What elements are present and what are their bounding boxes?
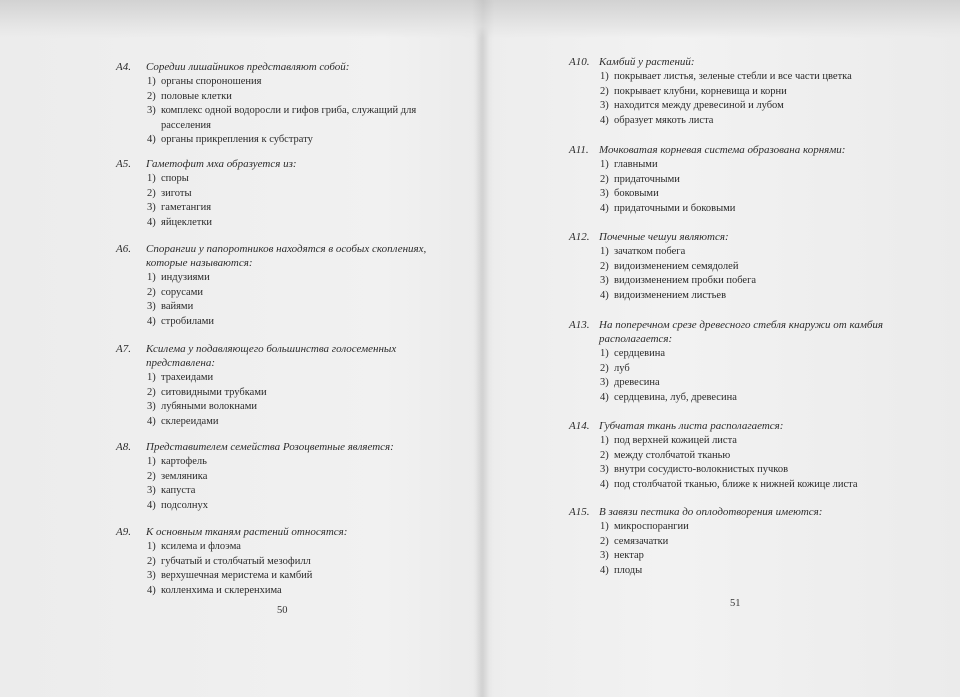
answer-option: 2) семязачатки — [600, 535, 669, 547]
question-a7 — [116, 342, 452, 429]
answer-options — [600, 347, 919, 405]
answer-option: 1) споры — [147, 173, 189, 184]
answer-option: 2) половые клетки — [147, 90, 232, 102]
answer-option: 4) плоды — [600, 564, 643, 576]
question-a12 — [569, 230, 919, 303]
answer-options — [147, 540, 452, 598]
answer-options — [600, 520, 919, 578]
question-a10 — [569, 55, 919, 128]
question-a8 — [116, 440, 452, 513]
answer-options — [147, 271, 452, 329]
answer-option: 1) ксилема и флоэма — [147, 541, 241, 552]
answer-options — [600, 434, 919, 492]
answer-option: 2) луб — [600, 362, 630, 374]
question-text: Губчатая ткань листа располагается: — [599, 420, 784, 432]
answer-options — [600, 158, 919, 216]
question-a4 — [116, 60, 452, 148]
answer-options — [147, 75, 452, 148]
question-number: A13. — [569, 319, 590, 331]
answer-option: 3) видоизменением пробки побега — [600, 275, 757, 287]
answer-options — [147, 455, 452, 513]
question-number: A7. — [116, 343, 131, 355]
answer-option: 2) покрывает клубни, корневища и корни — [600, 85, 787, 97]
answer-option: 3) боковыми — [600, 188, 659, 200]
answer-option: 4) колленхима и склеренхима — [147, 584, 282, 596]
answer-option: 2) земляника — [147, 470, 208, 482]
question-number: A9. — [116, 526, 131, 538]
question-text: Почечные чешуи являются: — [599, 231, 729, 243]
answer-option: 2) губчатый и столбчатый мезофилл — [147, 555, 311, 567]
answer-option: 3) лубяными волокнами — [147, 401, 257, 413]
question-a11 — [569, 143, 919, 216]
answer-option: 3) древесина — [600, 377, 660, 389]
answer-option: 4) органы прикрепления к субстрату — [147, 134, 313, 146]
answer-option: 2) между столбчатой тканью — [600, 449, 731, 461]
question-a5 — [116, 157, 452, 230]
answer-option: 3) верхушечная меристема и камбий — [147, 570, 313, 582]
answer-options — [600, 245, 919, 303]
answer-options — [600, 70, 919, 128]
right-page — [480, 0, 960, 697]
answer-option: 2) придаточными — [600, 173, 680, 185]
question-number: A15. — [569, 506, 590, 518]
answer-option: 4) склереидами — [147, 415, 219, 427]
answer-option: 1) зачатком побега — [600, 246, 686, 257]
question-number: A12. — [569, 231, 590, 243]
answer-option: 3) внутри сосудисто-волокнистых пучков — [600, 464, 789, 476]
question-a13 — [569, 318, 919, 405]
answer-options — [147, 172, 452, 230]
answer-option: 1) под верхней кожицей листа — [600, 435, 737, 446]
answer-option: 2) сорусами — [147, 286, 203, 298]
question-number: A6. — [116, 243, 131, 255]
page-number: 51 — [730, 598, 741, 609]
question-text: Мочковатая корневая система образована корнями: — [599, 144, 846, 156]
answer-option: 2) зиготы — [147, 187, 192, 199]
question-number: A5. — [116, 158, 131, 170]
question-a14 — [569, 419, 919, 492]
question-text: К основным тканям растений относятся: — [146, 526, 348, 538]
question-text: Соредии лишайников представляют собой: — [146, 61, 350, 73]
answer-option: 3) капуста — [147, 485, 196, 497]
answer-option: 3) находится между древесиной и лубом — [600, 100, 784, 112]
answer-option: 4) сердцевина, луб, древесина — [600, 391, 737, 403]
question-text: Гаметофит мха образуется из: — [146, 158, 297, 170]
answer-option: 4) видоизменением листьев — [600, 289, 727, 301]
answer-option: 1) индузиями — [147, 272, 210, 283]
question-number: A14. — [569, 420, 590, 432]
answer-option: 2) видоизменением семядолей — [600, 260, 739, 272]
answer-option: 2) ситовидными трубками — [147, 386, 267, 398]
question-text: Ксилема у подавляющего большинства голосеменных представлена: — [146, 343, 397, 369]
page-number: 50 — [277, 605, 288, 616]
answer-option: 1) трахеидами — [147, 372, 214, 383]
question-text: На поперечном срезе древесного стебля кнаружи от камбия располагается: — [599, 319, 884, 345]
answer-option: 4) подсолнух — [147, 499, 209, 511]
question-number: A4. — [116, 61, 131, 73]
question-number: A11. — [569, 144, 589, 156]
question-a6 — [116, 242, 452, 329]
question-text: Спорангии у папоротников находятся в особых скоплениях, которые называются: — [146, 243, 427, 269]
answer-option: 1) органы спороношения — [147, 76, 262, 87]
answer-option: 1) покрывает листья, зеленые стебли и все части цветка — [600, 71, 852, 82]
question-number: A8. — [116, 441, 131, 453]
question-text: В завязи пестика до оплодотворения имеются: — [599, 506, 823, 518]
answer-option: 3) нектар — [600, 550, 644, 562]
question-a9 — [116, 525, 452, 598]
answer-option: 3) комплекс одной водоросли и гифов гриба, служащий для расселения — [147, 105, 417, 131]
answer-options — [147, 371, 452, 429]
question-text: Камбий у растений: — [599, 56, 695, 68]
answer-option: 4) образует мякоть листа — [600, 114, 714, 126]
answer-option: 4) под столбчатой тканью, ближе к нижней кожице листа — [600, 478, 858, 490]
question-number: A10. — [569, 56, 590, 68]
answer-option: 4) стробилами — [147, 315, 215, 327]
answer-option: 4) яйцеклетки — [147, 216, 213, 228]
question-text: Представителем семейства Розоцветные является: — [146, 441, 394, 453]
answer-option: 3) гаметангия — [147, 202, 212, 214]
answer-option: 4) придаточными и боковыми — [600, 202, 736, 214]
answer-option: 1) микроспорангии — [600, 521, 689, 532]
answer-option: 1) картофель — [147, 456, 207, 467]
answer-option: 1) сердцевина — [600, 348, 666, 359]
question-a15 — [569, 505, 919, 578]
answer-option: 1) главными — [600, 159, 658, 170]
answer-option: 3) вайями — [147, 301, 194, 313]
